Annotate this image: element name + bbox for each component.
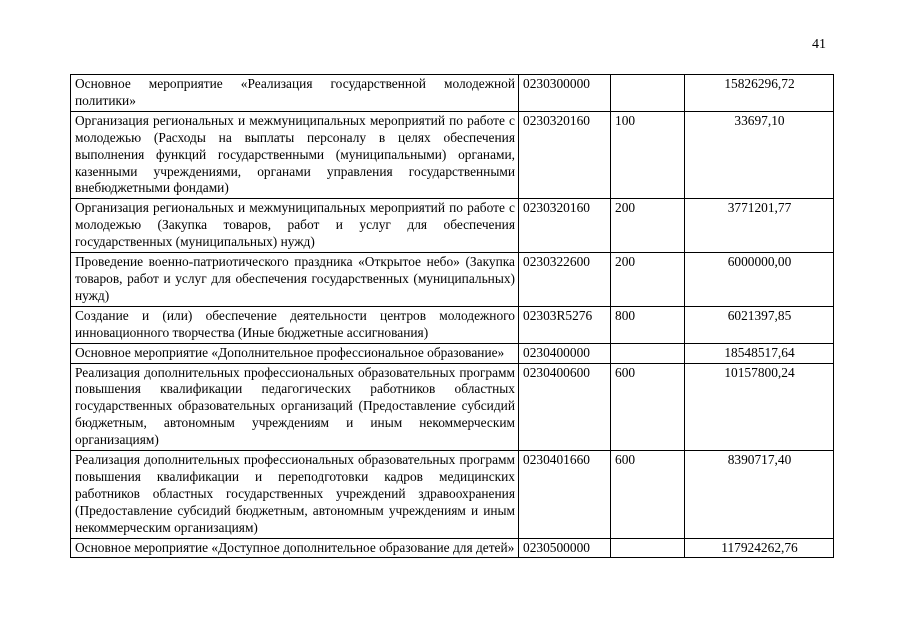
row-code: 0230400000 bbox=[519, 343, 611, 363]
table-row bbox=[71, 75, 834, 112]
table-row bbox=[71, 199, 834, 253]
row-code: 0230400600 bbox=[519, 363, 611, 451]
table-row bbox=[71, 363, 834, 451]
row-code: 0230322600 bbox=[519, 253, 611, 307]
row-code: 0230500000 bbox=[519, 538, 611, 558]
row-kind: 600 bbox=[611, 451, 685, 539]
row-amount: 6021397,85 bbox=[685, 306, 834, 343]
page-number: 41 bbox=[812, 37, 826, 52]
row-description: Реализация дополнительных профессиональных образовательных программ повышения квалификации педагогических работников областных государственных образовательных организаций (Предоставление субсидий бюджетным, автономным учреждениям и иным некоммерческим организациям) bbox=[71, 363, 519, 451]
row-kind: 600 bbox=[611, 363, 685, 451]
table-row bbox=[71, 253, 834, 307]
row-kind: 200 bbox=[611, 253, 685, 307]
row-description: Основное мероприятие «Дополнительное профессиональное образование» bbox=[71, 343, 519, 363]
row-amount: 10157800,24 bbox=[685, 363, 834, 451]
row-amount: 3771201,77 bbox=[685, 199, 834, 253]
row-code: 02303R5276 bbox=[519, 306, 611, 343]
row-description: Основное мероприятие «Реализация государственной молодежной политики» bbox=[71, 75, 519, 112]
row-kind bbox=[611, 343, 685, 363]
row-code: 0230300000 bbox=[519, 75, 611, 112]
row-description: Организация региональных и межмуниципальных мероприятий по работе с молодежью (Закупка товаров, работ и услуг для обеспечения государственных (муниципальных) нужд) bbox=[71, 199, 519, 253]
row-kind bbox=[611, 75, 685, 112]
row-kind: 100 bbox=[611, 111, 685, 199]
table-row bbox=[71, 111, 834, 199]
row-amount: 15826296,72 bbox=[685, 75, 834, 112]
table-row bbox=[71, 451, 834, 539]
row-kind bbox=[611, 538, 685, 558]
table-row bbox=[71, 306, 834, 343]
budget-table-body bbox=[71, 75, 834, 558]
row-code: 0230320160 bbox=[519, 199, 611, 253]
row-description: Организация региональных и межмуниципальных мероприятий по работе с молодежью (Расходы на выплаты персоналу в целях обеспечения выполнения функций государственными (муниципальными) органами, казенными учреждениями, органами управления государственными внебюджетными фондами) bbox=[71, 111, 519, 199]
row-kind: 800 bbox=[611, 306, 685, 343]
row-amount: 6000000,00 bbox=[685, 253, 834, 307]
row-amount: 117924262,76 bbox=[685, 538, 834, 558]
row-code: 0230320160 bbox=[519, 111, 611, 199]
budget-table bbox=[70, 74, 834, 558]
table-row bbox=[71, 343, 834, 363]
row-amount: 33697,10 bbox=[685, 111, 834, 199]
row-description: Реализация дополнительных профессиональных образовательных программ повышения квалификации и переподготовки кадров медицинских работников областных государственных учреждений здравоохранения (Предоставление субсидий бюджетным, автономным учреждениям и иным некоммерческим организациям) bbox=[71, 451, 519, 539]
row-amount: 8390717,40 bbox=[685, 451, 834, 539]
row-description: Основное мероприятие «Доступное дополнительное образование для детей» bbox=[71, 538, 519, 558]
row-description: Проведение военно-патриотического праздника «Открытое небо» (Закупка товаров, работ и услуг для обеспечения государственных (муниципальных) нужд) bbox=[71, 253, 519, 307]
table-row bbox=[71, 538, 834, 558]
row-description: Создание и (или) обеспечение деятельности центров молодежного инновационного творчества (Иные бюджетные ассигнования) bbox=[71, 306, 519, 343]
row-code: 0230401660 bbox=[519, 451, 611, 539]
row-amount: 18548517,64 bbox=[685, 343, 834, 363]
row-kind: 200 bbox=[611, 199, 685, 253]
